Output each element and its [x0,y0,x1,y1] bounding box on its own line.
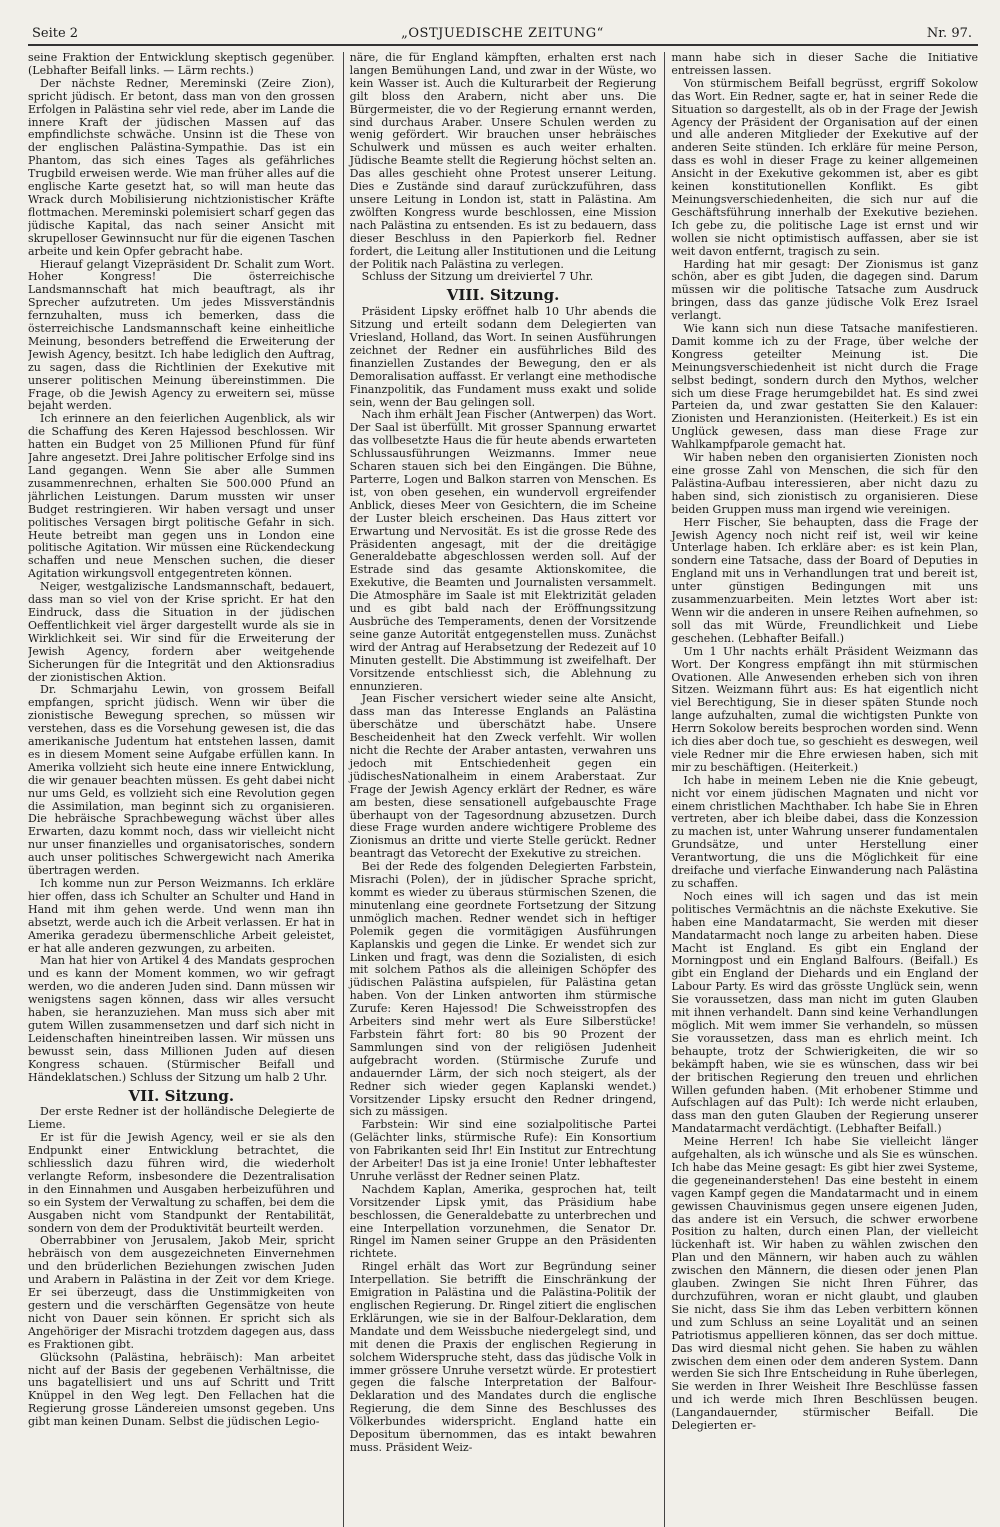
article-paragraph: Wie kann sich nun diese Tatsache manifestieren. Damit komme ich zu der Frage, über welche der Kongress geteilter Meinung ist. Die Meinungsverschiedenheit ist nicht durch die Frage selbst bedingt, sondern durch den Mythos, welcher sich um diese Frage herumgebildet hat. Es sind zwei Parteien da, und zwar gestatten Sie den Kalauer: Zionisten und Heranzionisten. (Heiterkeit.) Es ist ein Unglück gewesen, dass man diese Frage zur Wahlkampfparole gemacht hat. [671,322,979,452]
article-paragraph: Er ist für die Jewish Agency, weil er sie als den Endpunkt einer Entwicklung betrachtet, die schliesslich dazu führen wird, die wiederholt verlangte Reform, insbesondere die Dezentralisation in den Einnahmen und Ausgaben herbeizuführen und so ein System der Verwaltung zu schaffen, bei dem die Ausgaben nicht vom Standpunkt der Rentabilität, sondern von dem der Produktivität beurteilt werden. [28,1131,335,1235]
article-paragraph: Herr Fischer, Sie behaupten, dass die Frage der Jewish Agency noch nicht reif ist, weil wir keine Unterlage haben. Ich erkläre aber: es ist kein Plan, sondern eine Tatsache, dass der Board of Deputies in England mit uns in Verhandlungen trat und bereit ist, unter günstigen Bedingungen mit uns zusammenzuarbeiten. Mein letztes Wort aber ist: Wenn wir die anderen in unsere Reihen aufnehmen, so soll das mit Würde, Freundlichkeit und Liebe geschehen. (Lebhafter Beifall.) [671,515,979,645]
article-paragraph: Ich komme nun zur Person Weizmanns. Ich erkläre hier offen, dass ich Schulter an Schulter und Hand in Hand mit ihm gehen werde. Und wenn man ihn absetzt, werde auch ich die Arbeit verlassen. Er hat in Amerika geradezu übermenschliche Arbeit geleistet, er hat alle anderen gezwungen, zu arbeiten. [28,877,335,955]
article-paragraph: Farbstein: Wir sind eine sozialpolitische Partei (Gelächter links, stürmische Rufe): Ein Konsortium von Fabrikanten seid Ihr! Ein Institut zur Entrechtung der Arbeiter! Das ist ja eine Ironie! Unter lebhaftester Unruhe verlässt der Redner seinen Platz. [349,1118,657,1183]
article-paragraph: Ich habe in meinem Leben nie die Knie gebeugt, nicht vor einem jüdischen Magnaten und nicht vor einem christlichen Machthaber. Ich habe Sie in Ehren vertreten, aber ich bleibe dabei, dass die Konzession zu machen ist, unter Wahrung unserer fundamentalen Grundsätze, und unter Herstellung einer Verantwortung, die uns die Möglichkeit für eine dreifache und vierfache Einwanderung nach Palästina zu schaffen. [671,773,979,890]
article-paragraph: Nachdem Kaplan, Amerika, gesprochen hat, teilt Vorsitzender Lipsk ymit, das Präsidium habe beschlossen, die Generaldebatte zu unterbrechen und eine Interpellation vorzunehmen, die Senator Dr. Ringel im Namen seiner Gruppe an den Präsidenten richtete. [349,1182,657,1261]
article-paragraph: Nach ihm erhält Jean Fischer (Antwerpen) das Wort. Der Saal ist überfüllt. Mit grosser Spannung erwartet das vollbesetzte Haus die für heute abends erwarteten Schlussausführungen Weizmanns. Immer neue Scharen stauen sich bei den Eingängen. Die Bühne, Parterre, Logen und Balkon starren von Menschen. Es ist, von oben gesehen, ein wundervoll ergreifender Anblick, dieses Meer von Gesichtern, die im Scheine der Luster bleich erscheinen. Das Haus zittert vor Erwartung und Nervosität. Es ist die grosse Rede des Präsidenten angesagt, mit der die dreitägige Generaldebatte abgeschlossen werden soll. Auf der Estrade sind das gesamte Aktionskomitee, die Exekutive, die Beamten und Journalisten versammelt. Die Atmosphäre im Saale ist mit Elektrizität geladen und es gibt bald nach der Eröffnungssitzung Ausbrüche des Temperaments, denen der Vorsitzende seine ganze Autorität entgegenstellen muss. Zunächst wird der Antrag auf Herabsetzung der Redezeit auf 10 Minuten gestellt. Die Abstimmung ist zweifelhaft. Der Vorsitzende entschliesst sich, die Ablehnung zu ennunzieren. [349,408,657,693]
article-paragraph: mann habe sich in dieser Sache die Initiative entreissen lassen. [671,52,979,77]
article-paragraph: Hierauf gelangt Vizepräsident Dr. Schalit zum Wort. Hoher Kongress! Die österreichische Landsmannschaft hat mich beauftragt, als ihr Sprecher aufzutreten. Um jedes Missverständnis fernzuhalten, muss ich bemerken, dass die österreichische Landsmannschaft keine einheitliche Meinung, besonders betreffend die Erweiterung der Jewish Agency, besitzt. Ich habe lediglich den Auftrag, zu sagen, dass die Richtlinien der Exekutive mit unserer politischen Meinung übereinstimmen. Die Frage, ob die Jewish Agency zu erweitern sei, müsse bejaht werden. [28,257,335,413]
article-paragraph: Jean Fischer versichert wieder seine alte Ansicht, dass man das Interesse Englands an Palästina überschätze und überschätzt habe. Unsere Bescheidenheit hat den Zweck verfehlt. Wir wollen nicht die Rechte der Araber antasten, verwahren uns jedoch mit Entschiedenheit gegen ein jüdischesNationalheim in einem Araberstaat. Zur Frage der Jewish Agency erklärt der Redner, es wäre am besten, diese sensationell aufgebauschte Frage überhaupt von der Tagesordnung abzusetzen. Durch diese Frage wurden andere wichtigere Probleme des Zionismus an dritte und vierte Stelle gerückt. Redner beantragt das Vetorecht der Exekutive zu streichen. [349,692,657,861]
text-columns [28,52,978,1527]
article-paragraph: Schluss der Sitzung um dreiviertel 7 Uhr. [361,270,594,284]
article-paragraph: Meine Herren! Ich habe Sie vielleicht länger aufgehalten, als ich wünsche und als Sie es wünschen. Ich habe das Meine gesagt: Es gibt hier zwei Systeme, die gegeneinanderstehen! Das eine besteht in einem vagen Kampf gegen die Mandatarmacht und in einem gewissen Chauvinismus gegen unsere eigenen Juden, das andere ist ein Versuch, die schwer erworbene Position zu halten, durch einen Plan, der vielleicht lückenhaft ist. Wir haben zu wählen zwischen den Plan und den Männern, wir haben auch zu wählen zwischen den Männern, die diesen oder jenen Plan glauben. Zwingen Sie nicht Ihren Führer, das durchzuführen, woran er nicht glaubt, und glauben Sie nicht, dass Sie ihm das Leben verbittern können und zum Schluss an seine Loyalität und an seinen Patriotismus appellieren können, das ser doch mittue. Das wird diesmal nicht gehen. Sie haben zu wählen zwischen dem einen oder dem anderen System. Dann werden Sie sich Ihre Entscheidung in Ruhe überlegen, Sie werden in Ihrer Weisheit Ihre Beschlüsse fassen und ich werde mich Ihren Beschlüssen beugen. (Langandauernder, stürmischer Beifall. Die Delegierten er- [671,1135,979,1433]
article-paragraph: Oberrabbiner von Jerusalem, Jakob Meir, spricht hebräisch von dem ausgezeichneten Einvernehmen und den brüderlichen Beziehungen zwischen Juden und Arabern in Palästina in der Zeit vor dem Kriege. Er sei überzeugt, dass die Unstimmigkeiten von gestern und die verschärften Gegensätze von heute nicht von Dauer sein können. Er spricht sich als Angehöriger der Misrachi trotzdem dagegen aus, dass es Fraktionen gibt. [28,1234,335,1351]
article-paragraph: näre, die für England kämpften, erhalten erst nach langen Bemühungen Land, und zwar in der Wüste, wo kein Wasser ist. Auch die Kulturarbeit der Regierung gilt bloss den Arabern, nicht aber uns. Die Bürgermeister, die vo der Regierung ernannt werden, sind durchaus Araber. Unsere Schulen werden zu wenig gefördert. Wir brauchen unser hebräisches Schulwerk und müssen es auch weiter erhalten. Jüdische Beamte stellt die Regierung höchst selten an. Das alles geschieht ohne Protest unserer Leitung. Dies e Zustände sind darauf zurückzuführen, dass unsere Leitung in London ist, statt in Palästina. Am zwölften Kongress wurde beschlossen, eine Mission nach Palästina zu entsenden. Es ist zu bedauern, dass dieser Beschluss in den Papierkorb fiel. Redner fordert, die Leitung aller Institutionen und die Leitung der Politik nach Palästina zu verlegen. [349,52,657,271]
column-2 [343,52,657,1527]
article-paragraph: Glücksohn (Palästina, hebräisch): Man arbeitet nicht auf der Basis der gegebenen Verhältnisse, die uns bagatellisiert und uns auf Schritt und Tritt Knüppel in den Weg legt. Den Fellachen hat die Regierung grosse Ländereien umsonst gegeben. Uns gibt man keinen Dunam. Selbst die jüdischen Legio- [28,1350,335,1429]
article-paragraph: Harding hat mir gesagt: Der Zionismus ist ganz schön, aber es gibt Juden, die dagegen sind. Darum müssen wir die politische Tatsache zum Ausdruck bringen, dass das ganze jüdische Volk Erez Israel verlangt. [671,257,979,323]
article-paragraph: Von stürmischem Beifall begrüsst, ergriff Sokolow das Wort. Ein Redner, sagte er, hat in seiner Rede die Situation so dargestellt, als ob in der Frage der Jewish Agency der Präsident der Organisation auf der einen und alle anderen Mitglieder der Exekutive auf der anderen Seite stünden. Ich erkläre für meine Person, dass es wohl in dieser Frage zu keiner allgemeinen Ansicht in der Exekutive gekommen ist, aber es gibt keinen konstitutionellen Konflikt. Es gibt Meinungsverschiedenheiten, die sich nur auf die Geschäftsführung innerhalb der Exekutive beziehen. Ich gebe zu, die politische Lage ist ernst und wir wollen sie nicht optimistisch auffassen, aber sie ist weit davon entfernt, tragisch zu sein. [671,76,979,258]
page-number: Seite 2 [32,26,79,41]
article-paragraph: Wir haben neben den organisierten Zionisten noch eine grosse Zahl von Menschen, die sich für den Palästina-Aufbau interessieren, aber nicht dazu zu haben sind, sich zionistisch zu organisieren. Diese beiden Gruppen muss man irgend wie vereinigen. [671,451,979,516]
article-paragraph: Präsident Lipsky eröffnet halb 10 Uhr abends die Sitzung und erteilt sodann dem Delegierten van Vriesland, Holland, das Wort. In seinen Ausführungen zeichnet der Redner ein ausführliches Bild des finanziellen Zustandes der Bewegung, den er als Demoralisation auffasst. Er verlangt eine methodische Finanzpolitik, das Fundament muss exakt und solide sein, wenn der Bau gelingen soll. [349,305,657,409]
article-paragraph: Neiger, westgalizische Landsmannschaft, bedauert, dass man so viel von der Krise spricht. Er hat den Eindruck, dass die Situation in der jüdischen Oeffentlichkeit viel ärger dargestellt wurde als sie in Wirklichkeit sei. Wir sind für die Erweiterung der Jewish Agency, fordern aber weitgehende Sicherungen für die Integrität und den Aktionsradius der zionistischen Aktion. [28,580,335,684]
section-heading: VII. Sitzung. [128,1086,235,1105]
column-1 [28,52,335,1527]
article-paragraph: Ringel erhält das Wort zur Begründung seiner Interpellation. Sie betrifft die Einschränkung der Emigration in Palästina und die Palästina-Politik der englischen Regierung. Dr. Ringel zitiert die englischen Erklärungen, wie sie in der Balfour-Deklaration, dem Mandate und dem Weissbuche niedergelegt sind, und mit denen die Praxis der englischen Regierung in solchem Widerspruche steht, dass das jüdische Volk in immer grössere Unruhe versetzt würde. Er protestiert gegen die falsche Interpretation der Balfour-Deklaration und des Mandates durch die englische Regierung, die dem Sinne des Beschlusses des Völkerbundes widerspricht. England hatte ein Depositum übernommen, das es intakt bewahren muss. Präsident Weiz- [349,1260,657,1454]
column-3 [664,52,978,1527]
article-paragraph: Ich erinnere an den feierlichen Augenblick, als wir die Schaffung des Keren Hajessod beschlossen. Wir hatten ein Budget von 25 Millionen Pfund für fünf Jahre angesetzt. Drei Jahre politischer Erfolge sind ins Land gegangen. Wenn Sie aber alle Summen zusammenrechnen, erhalten Sie 500.000 Pfund an jährlichen Leistungen. Darum mussten wir unser Budget restringieren. Wir haben versagt und unser politisches Versagen birgt politische Gefahr in sich. Heute betreibt man gegen uns in London eine politische Agitation. Wir müssen eine Rückendeckung schaffen und neue Menschen suchen, die dieser Agitation wirkungsvoll entgegentreten können. [28,412,335,581]
newspaper-title: „OSTJUEDISCHE ZEITUNG“ [401,26,604,41]
section-heading: VIII. Sitzung. [446,286,560,305]
page-header [28,26,978,46]
article-paragraph: seine Fraktion der Entwicklung skeptisch gegenüber. (Lebhafter Beifall links. — Lärm rechts.) [28,52,335,77]
article-paragraph: Noch eines will ich sagen und das ist mein politisches Vermächtnis an die nächste Exekutive. Sie haben eine Mandatarmacht, Sie werden mit dieser Mandatarmacht noch lange zu arbeiten haben. Diese Macht ist England. Es gibt ein England der Morningpost und ein England Balfours. (Beifall.) Es gibt ein England der Diehards und ein England der Labour Party. Es wird das grösste Unglück sein, wenn Sie voraussetzen, dass man nicht im guten Glauben mit ihnen verhandelt. Dann sind keine Verhandlungen möglich. Mit wem immer Sie verhandeln, so müssen Sie voraussetzen, dass man es ehrlich meint. Ich behaupte, trotz der Schwierigkeiten, die wir so bekämpft haben, wie sie es wünschen, dass wir bei der britischen Regierung den treuen und ehrlichen Willen gefunden haben. (Mit erhobener Stimme und Aufschlagen auf das Pult): Ich werde nicht erlauben, dass man den guten Glauben der Regierung unserer Mandatarmacht verdächtigt. (Lebhafter Beifall.) [671,889,979,1136]
article-paragraph: Der nächste Redner, Mereminski (Zeire Zion), spricht jüdisch. Er betont, dass man von den grossen Erfolgen in Palästina sehr viel rede, aber im Lande die innere Kraft der jüdischen Massen auf das empfindlichste schwäche. Unsinn ist die These von der englischen Palästina-Sympathie. Das ist ein Phantom, das sich eines Tages als gefährliches Trugbild erweisen werde. Wie man früher alles auf die englische Karte gesetzt hat, so will man heute das Wrack durch Mobilisierung nichtzionistischer Kräfte flottmachen. Mereminski polemisiert scharf gegen das jüdische Kapital, das nach seiner Ansicht mit skrupelloser Gewinnsucht nur für die eigenen Taschen arbeite und kein Opfer gebracht habe. [28,76,335,258]
issue-number: Nr. 97. [926,26,972,41]
article-paragraph: Bei der Rede des folgenden Delegierten Farbstein, Misrachi (Polen), der in jüdischer Sprache spricht, kommt es wieder zu überaus stürmischen Szenen, die minutenlang eine geordnete Fortsetzung der Sitzung unmöglich machen. Redner wendet sich in heftiger Polemik gegen die vormitägigen Ausführungen Kaplanskis und gegen die Linke. Er wendet sich zur Linken und fragt, was denn die Sozialisten, di esich mit solchem Pathos als die alleinigen Schöpfer des jüdischen Palästina aufspielen, für Palästina getan haben. Von der Linken antworten ihm stürmische Zurufe: Keren Hajessod! Die Schweisstropfen des Arbeiters sind mehr wert als Eure Silberstücke! Farbstein fährt fort: 80 bis 90 Prozent der Sammlungen sind von der religiösen Judenheit aufgebracht worden. (Stürmische Zurufe und andauernder Lärm, der sich noch steigert, als der Redner sich wieder gegen Kaplanski wendet.) Vorsitzender Lipsky ersucht den Redner dringend, sich zu mässigen. [349,860,657,1119]
article-paragraph: Um 1 Uhr nachts erhält Präsident Weizmann das Wort. Der Kongress empfängt ihn mit stürmischen Ovationen. Alle Anwesenden erheben sich von ihren Sitzen. Weizmann führt aus: Es hat eigentlich nicht viel Berechtigung, Sie in dieser späten Stunde noch lange aufzuhalten, zumal die wichtigsten Punkte von Herrn Sokolow bereits besprochen worden sind. Wenn ich dies aber doch tue, so geschieht es deswegen, weil viele Redner mir die Ehre erwiesen haben, sich mit mir zu beschäftigen. (Heiterkeit.) [671,644,979,774]
article-paragraph: Man hat hier von Artikel 4 des Mandats gesprochen und es kann der Moment kommen, wo wir gefragt werden, wo die anderen Juden sind. Dann müssen wir wenigstens sagen können, dass wir alles versucht haben, sie heranzuziehen. Man muss sich aber mit gutem Willen zusammensetzen und darf sich nicht in Leidenschaften hineintreiben lassen. Wir müssen uns bewusst sein, dass Millionen Juden auf diesen Kongress schauen. (Stürmischer Beifall und Händeklatschen.) Schluss der Sitzung um halb 2 Uhr. [28,954,335,1084]
article-paragraph: Dr. Schmarjahu Lewin, von grossem Beifall empfangen, spricht jüdisch. Wenn wir über die zionistische Bewegung sprechen, so müssen wir verstehen, dass es die Vorsehung gewesen ist, die das amerikanische Judentum hat entstehen lassen, damit es in diesem Moment seine Aufgabe erfüllen kann. In Amerika vollzieht sich heute eine innere Entwicklung, die wir genauer beachten müssen. Es geht dabei nicht nur ums Geld, es vollzieht sich eine Revolution gegen die Assimilation, man beginnt sich zu organisieren. Die hebräische Sprachbewegung wächst über alles Erwarten, dazu kommt noch, dass wir vielleicht nicht nur unser finanzielles und organisatorisches, sondern auch unser politisches Schwergewicht nach Amerika übertragen werden. [28,683,335,878]
article-paragraph: Der erste Redner ist der holländische Delegierte de Lieme. [28,1105,335,1132]
